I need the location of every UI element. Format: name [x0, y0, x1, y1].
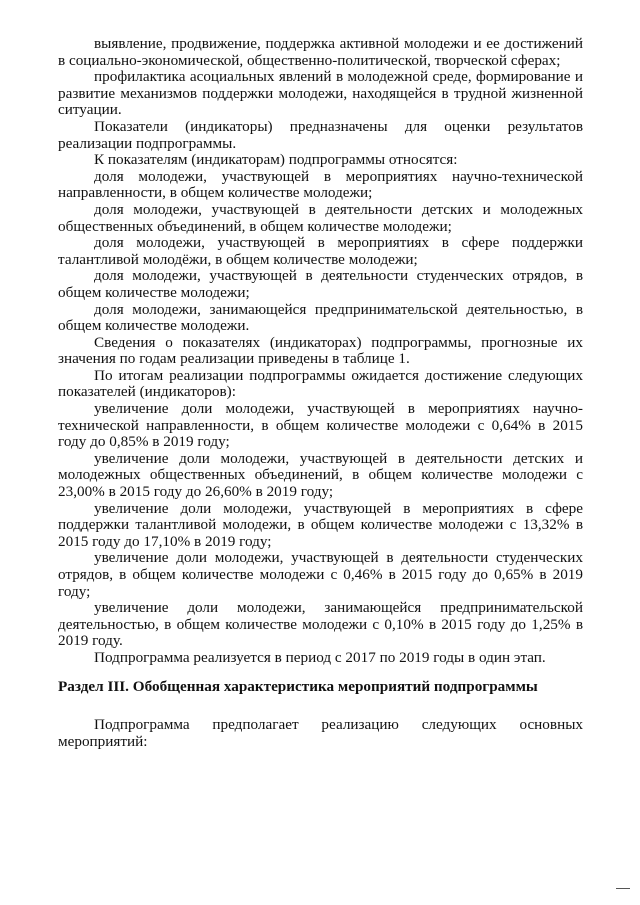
indicator-scientific-technical: доля молодежи, участвующей в мероприятиях научно-технической направленности, в общем количестве молодежи; [58, 167, 583, 202]
paragraph-expected-results-intro: По итогам реализации подпрограммы ожидается достижение следующих показателей (индикаторов): [58, 366, 583, 401]
indicator-public-associations: доля молодежи, участвующей в деятельности детских и молодежных общественных объединений, в общем количестве молодежи; [58, 200, 583, 235]
paragraph-support-active-youth: выявление, продвижение, поддержка активной молодежи и ее достижений в социально-экономической, общественно-политической, творческой сферах; [58, 35, 583, 69]
result-talented-youth: увеличение доли молодежи, участвующей в мероприятиях в сфере поддержки талантливой молодежи, в общем количестве молодежи с 13,32% в 2015 году до 17,10% в 2019 году; [58, 499, 583, 550]
result-public-associations: увеличение доли молодежи, участвующей в деятельности детских и молодежных общественных объединений, в общем количестве молодежи с 23,00% в 2015 году до 26,60% в 2019 году; [58, 449, 583, 501]
paragraph-main-activities: Подпрограмма предполагает реализацию следующих основных мероприятий: [58, 716, 583, 750]
indicator-talented-youth: доля молодежи, участвующей в мероприятиях в сфере поддержки талантливой молодёжи, в общем количестве молодежи; [58, 234, 583, 268]
indicator-student-teams: доля молодежи, участвующей в деятельности студенческих отрядов, в общем количестве молодежи; [58, 267, 583, 301]
document-body [58, 36, 583, 750]
section-heading: Раздел III. Обобщенная характеристика мероприятий подпрограммы [58, 677, 538, 695]
paragraph-table-reference: Сведения о показателях (индикаторах) подпрограммы, прогнозные их значения по годам реализации приведены в таблице 1. [58, 333, 583, 368]
paragraph-asocial-prevention: профилактика асоциальных явлений в молодежной среде, формирование и развитие механизмов поддержки молодежи, находящейся в трудной жизненной ситуации. [58, 68, 583, 119]
result-scientific-technical: увеличение доли молодежи, участвующей в мероприятиях научно-технической направленности, в общем количестве молодежи с 0,64% в 2015 году до 0,85% в 2019 году; [58, 400, 583, 451]
margin-mark [616, 888, 630, 889]
result-student-teams: увеличение доли молодежи, участвующей в деятельности студенческих отрядов, в общем количестве молодежи с 0,46% в 2015 году до 0,65% в 2019 году; [58, 549, 583, 600]
paragraph-indicators-purpose: Показатели (индикаторы) предназначены для оценки результатов реализации подпрограммы. [58, 117, 583, 152]
result-entrepreneurship: увеличение доли молодежи, занимающейся предпринимательской деятельностью, в общем количестве молодежи с 0,10% в 2015 году до 1,25% в 2019 году. [58, 599, 583, 650]
indicator-entrepreneurship: доля молодежи, занимающейся предпринимательской деятельностью, в общем количестве молодежи. [58, 300, 583, 335]
paragraph-indicators-list-intro: К показателям (индикаторам) подпрограммы относятся: [94, 151, 458, 169]
paragraph-implementation-period: Подпрограмма реализуется в период с 2017 по 2019 годы в один этап. [94, 648, 546, 666]
